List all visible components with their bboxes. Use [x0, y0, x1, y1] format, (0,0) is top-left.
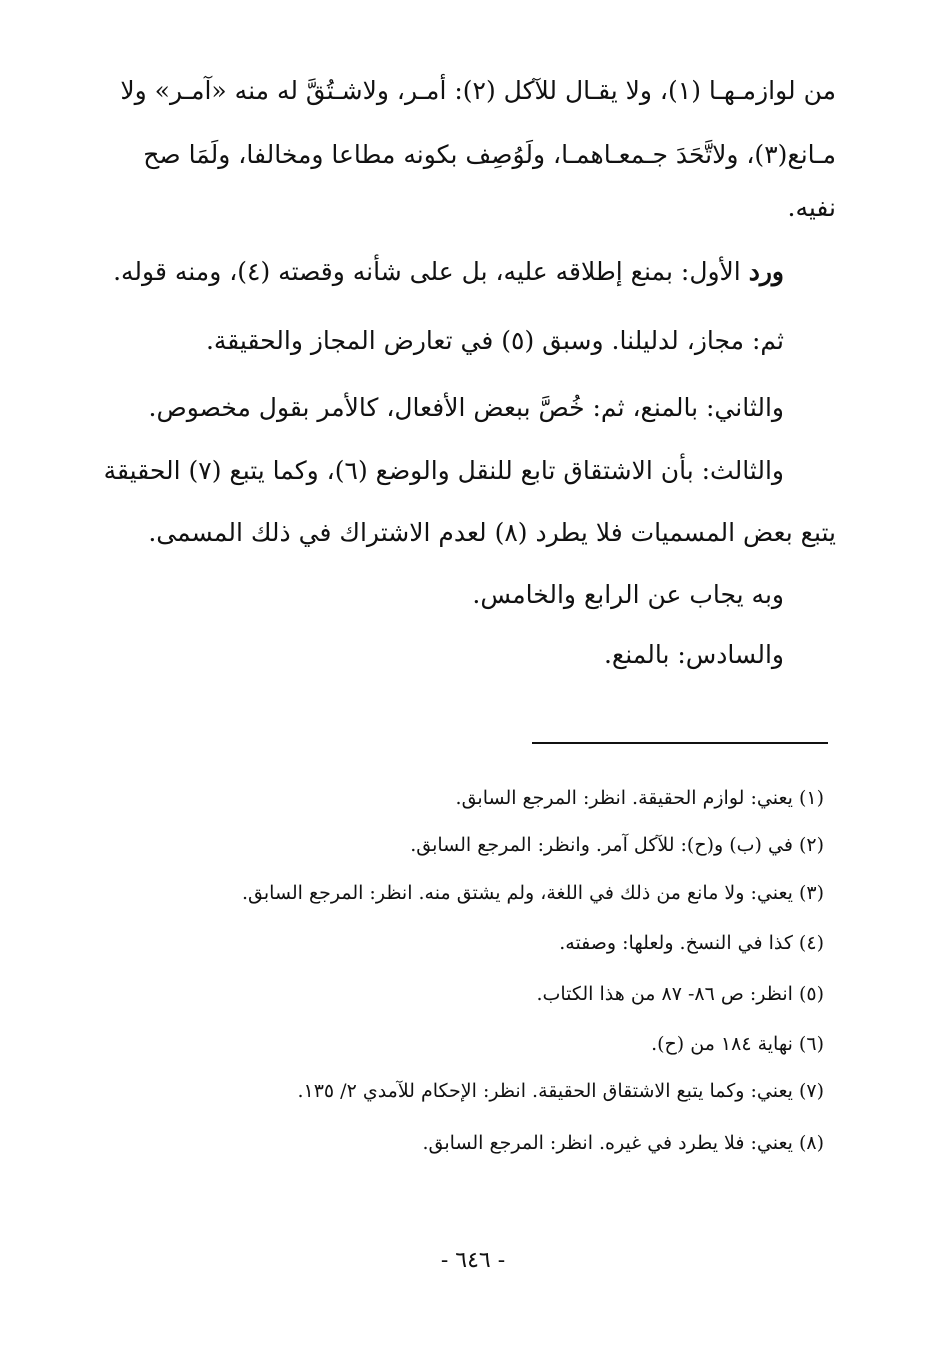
paragraph-1-line-2: مـانع(٣)، ولاتَّحَدَ جـمعـاهمـا، ولَوُصِف بكونه مطاعا ومخالفا، ولَمَا صح [143, 140, 836, 169]
paragraph-3: ثم: مجاز، لدليلنا. وسبق (٥) في تعارض المجاز والحقيقة. [205, 326, 784, 355]
footnote-separator [532, 742, 828, 744]
paragraph-6: وبه يجاب عن الرابع والخامس. [472, 580, 784, 609]
footnote-1: (١) يعني: لوازم الحقيقة. انظر: المرجع السابق. [455, 787, 824, 809]
footnote-8: (٨) يعني: فلا يطرد في غيره. انظر: المرجع السابق. [422, 1132, 824, 1154]
paragraph-4: والثاني: بالمنع، ثم: خُصَّ ببعض الأفعال، كالأمر بقول مخصوص. [148, 393, 784, 422]
paragraph-5-line-2: يتبع بعض المسميات فلا يطرد (٨) لعدم الاشتراك في ذلك المسمى. [148, 518, 836, 547]
paragraph-7: والسادس: بالمنع. [603, 640, 784, 669]
paragraph-2-text: الأول: بمنع إطلاقه عليه، بل على شأنه وقصته (٤)، ومنه قوله. [113, 257, 749, 286]
paragraph-1-line-3: نفيه. [787, 193, 836, 222]
paragraph-1-line-1: من لوازمـهـا (١)، ولا يقـال للآكل (٢): أمـر، ولاشـتُقَّ له منه «آمـر» ولا [120, 76, 836, 105]
footnote-2: (٢) في (ب) و(ح): للآكل آمر. وانظر: المرجع السابق. [410, 834, 824, 856]
page-number: - ٦٤٦ - [440, 1248, 506, 1273]
footnote-3: (٣) يعني: ولا مانع من ذلك في اللغة، ولم يشتق منه. انظر: المرجع السابق. [241, 882, 824, 904]
footnote-4: (٤) كذا في النسخ. ولعلها: وصفته. [559, 932, 824, 954]
footnote-5: (٥) انظر: ص ٨٦- ٨٧ من هذا الكتاب. [536, 983, 824, 1005]
paragraph-2 [113, 257, 784, 286]
paragraph-5-line-1: والثالث: بأن الاشتقاق تابع للنقل والوضع (٦)، وكما يتبع (٧) الحقيقة [103, 456, 784, 485]
footnote-7: (٧) يعني: وكما يتبع الاشتقاق الحقيقة. انظر: الإحكام للآمدي ٢/ ١٣٥. [297, 1080, 824, 1102]
paragraph-2-lead: ورد [748, 257, 784, 286]
footnote-6: (٦) نهاية ١٨٤ من (ح). [651, 1033, 824, 1055]
